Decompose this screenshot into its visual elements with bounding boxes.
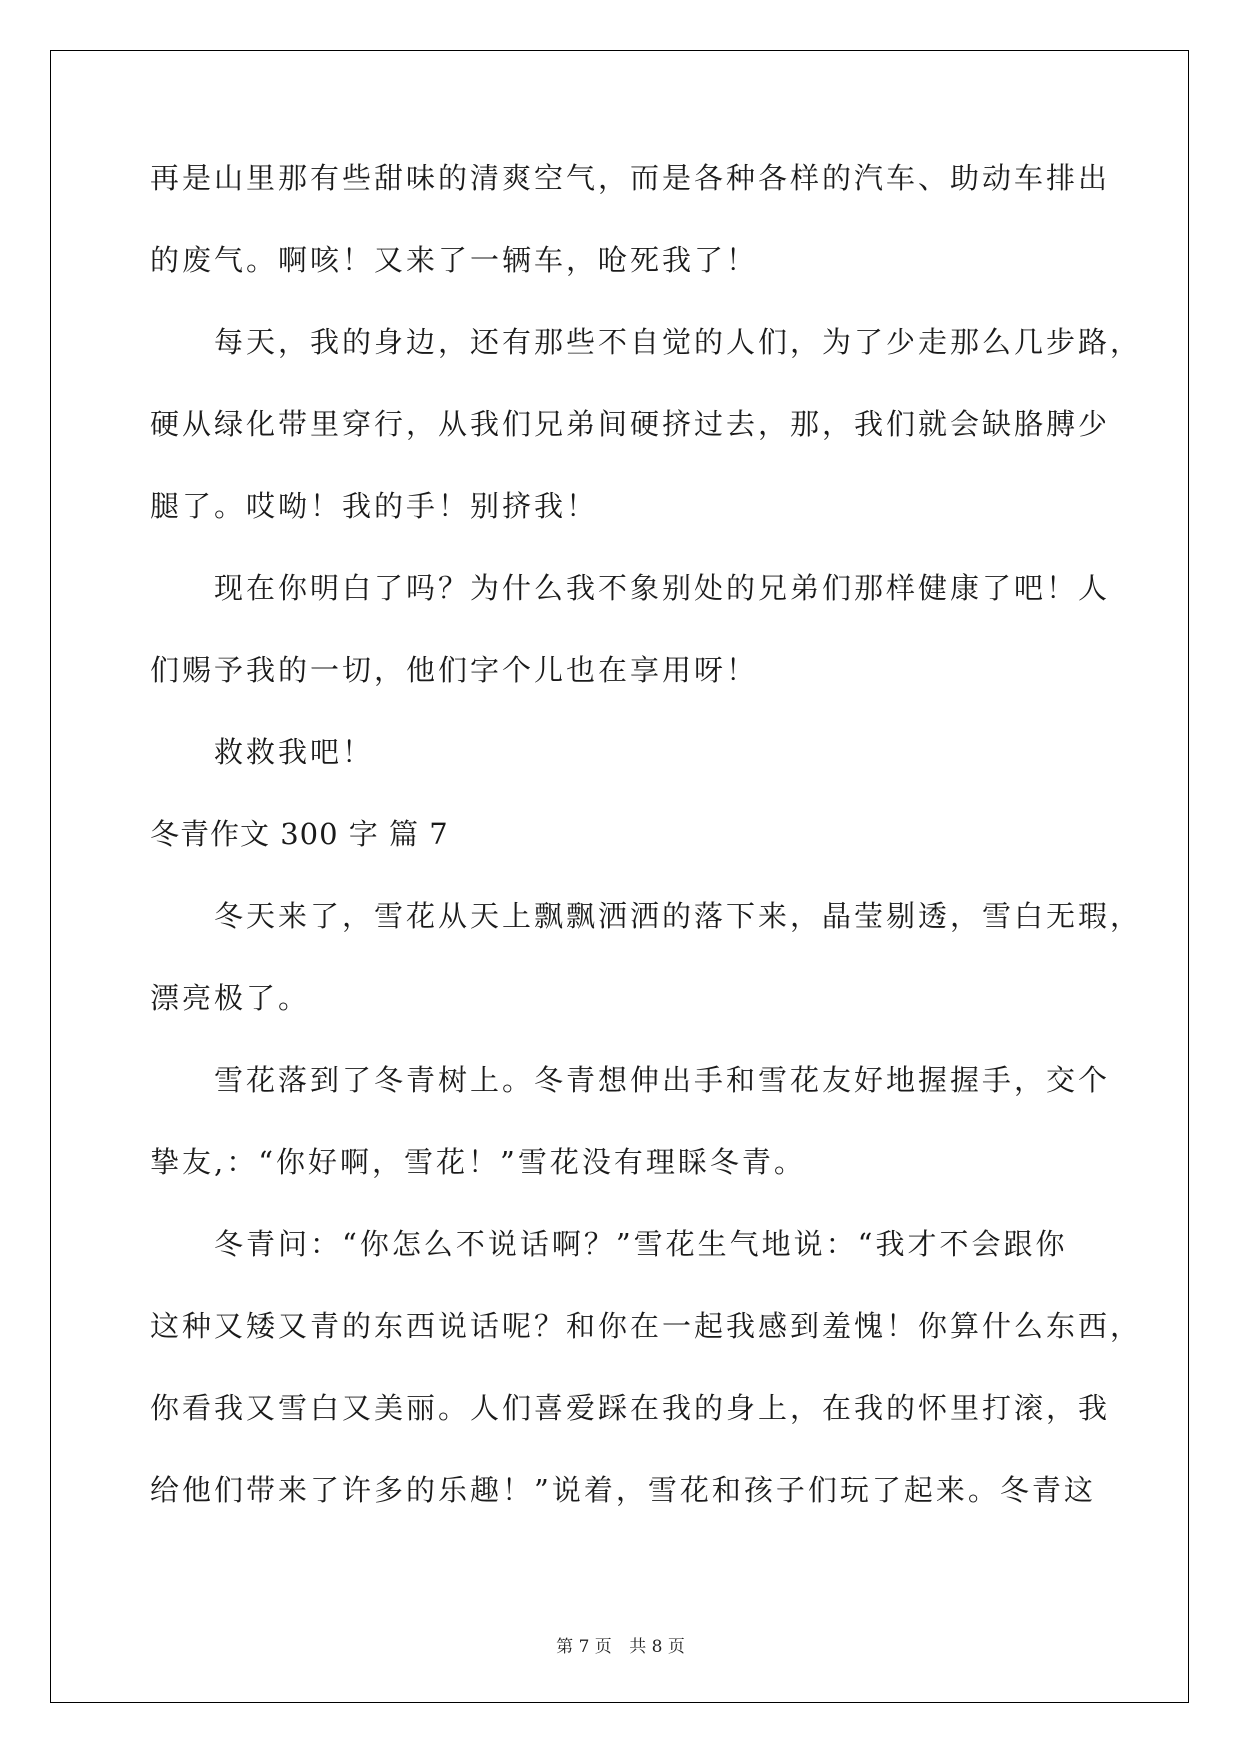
text-line: 你看我又雪白又美丽。人们喜爱踩在我的身上，在我的怀里打滚，我 xyxy=(150,1391,1111,1425)
text-line: 挚友,：“你好啊，雪花！”雪花没有理睬冬青。 xyxy=(150,1145,806,1179)
page-number: 第 7 页 xyxy=(556,1637,612,1657)
text-line: 这种又矮又青的东西说话呢？和你在一起我感到羞愧！你算什么东西， xyxy=(150,1309,1143,1343)
section-heading: 冬青作文 300 字 篇 7 xyxy=(150,817,449,851)
paragraph-start: 冬青问：“你怎么不说话啊？”雪花生气地说：“我才不会跟你 xyxy=(214,1227,1068,1261)
paragraph-start: 现在你明白了吗？为什么我不象别处的兄弟们那样健康了吧！人 xyxy=(214,571,1111,605)
text-line: 的废气。啊咳！又来了一辆车，呛死我了！ xyxy=(150,243,759,277)
paragraph-start: 雪花落到了冬青树上。冬青想伸出手和雪花友好地握握手，交个 xyxy=(214,1063,1111,1097)
paragraph-start: 救救我吧！ xyxy=(214,735,375,769)
text-line: 漂亮极了。 xyxy=(150,981,311,1015)
text-line: 腿了。哎呦！我的手！别挤我！ xyxy=(150,489,599,523)
text-line: 再是山里那有些甜味的清爽空气，而是各种各样的汽车、助动车排出 xyxy=(150,161,1111,195)
paragraph-start: 每天，我的身边，还有那些不自觉的人们，为了少走那么几步路， xyxy=(214,325,1143,359)
text-line: 硬从绿化带里穿行，从我们兄弟间硬挤过去，那，我们就会缺胳膊少 xyxy=(150,407,1111,441)
text-line: 们赐予我的一切，他们字个儿也在享用呀！ xyxy=(150,653,759,687)
text-line: 给他们带来了许多的乐趣！”说着，雪花和孩子们玩了起来。冬青这 xyxy=(150,1473,1096,1507)
paragraph-start: 冬天来了，雪花从天上飘飘洒洒的落下来，晶莹剔透，雪白无瑕， xyxy=(214,899,1143,933)
document-body xyxy=(150,160,1143,1554)
page-total: 共 8 页 xyxy=(629,1637,685,1657)
page-footer xyxy=(0,1632,1241,1657)
